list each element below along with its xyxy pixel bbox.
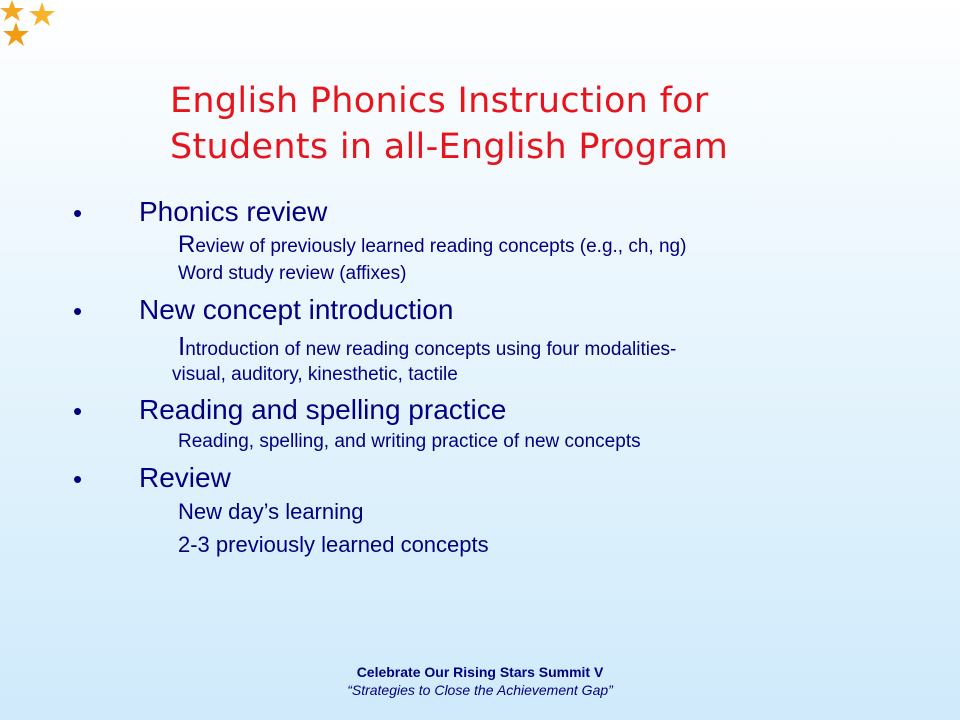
detail-review-previous-concepts: Review of previously learned reading concepts (e.g., ch, ng) — [178, 231, 687, 258]
section-heading-phonics-review: Phonics review — [139, 196, 328, 227]
slide-title — [170, 78, 870, 170]
detail-word-study-review: Word study review (affixes) — [178, 263, 407, 284]
detail-reading-spelling-writing: Reading, spelling, and writing practice of new concepts — [178, 431, 641, 452]
bullet-icon: • — [73, 396, 83, 426]
section-heading-review: Review — [139, 462, 231, 493]
slide-footer — [0, 663, 960, 699]
detail-new-days-learning: New day’s learning — [178, 499, 364, 524]
slide-title-line-1: English Phonics Instruction for — [170, 81, 709, 121]
star-icon — [3, 22, 29, 46]
footer-title: Celebrate Our Rising Stars Summit V — [356, 664, 604, 680]
slide-title-line-2: Students in all-English Program — [170, 127, 729, 167]
footer-subtitle: “Strategies to Close the Achievement Gap” — [347, 682, 613, 698]
bullet-icon: • — [73, 296, 83, 326]
detail-introduction-new-concepts: Introduction of new reading concepts using four modalities- — [178, 331, 677, 361]
star-icon — [29, 2, 55, 26]
section-heading-new-concept: New concept introduction — [139, 294, 454, 325]
detail-modalities-continuation: visual, auditory, kinesthetic, tactile — [172, 364, 458, 385]
star-cluster-icon — [0, 0, 60, 55]
detail-previous-concepts: 2-3 previously learned concepts — [178, 532, 489, 557]
bullet-icon: • — [73, 464, 83, 494]
section-heading-reading-spelling: Reading and spelling practice — [139, 394, 507, 425]
bullet-icon: • — [73, 198, 83, 228]
star-icon — [0, 0, 24, 21]
